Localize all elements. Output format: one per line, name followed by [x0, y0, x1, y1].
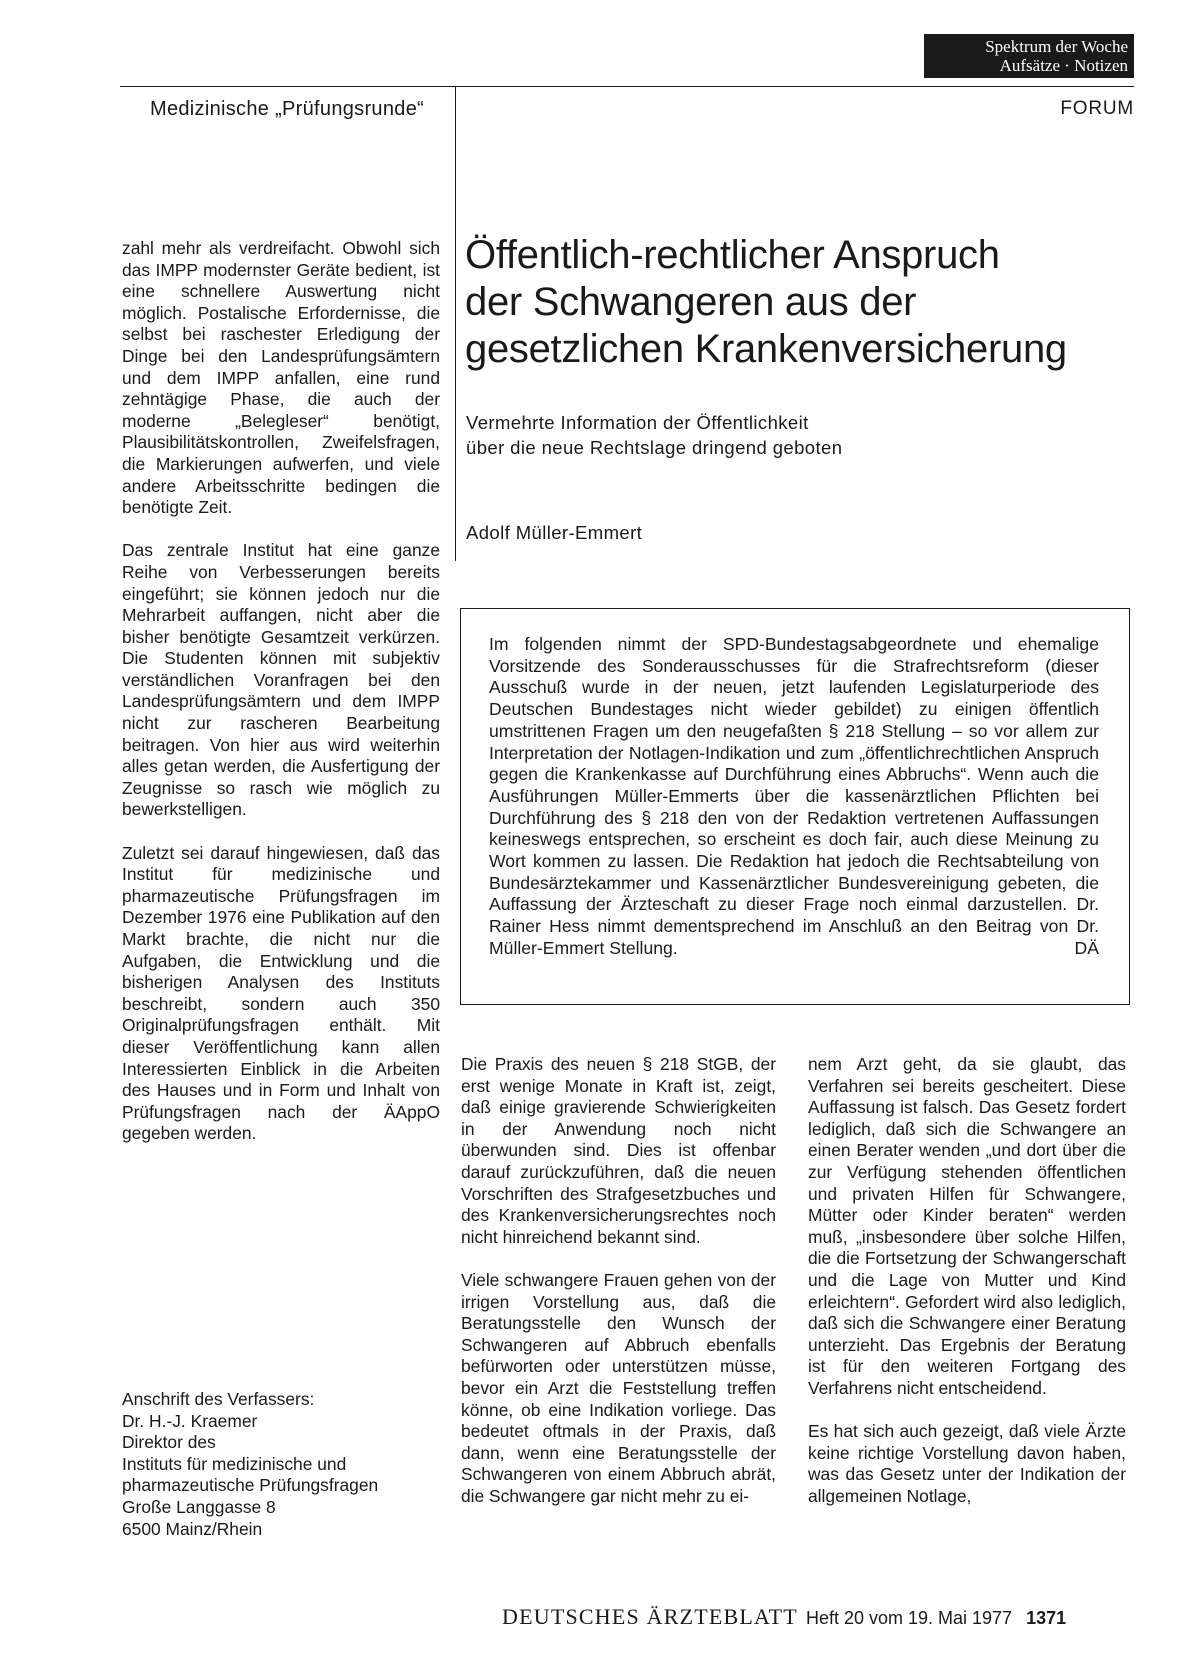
left-paragraph: Das zentrale Institut hat eine ganze Reihe von Verbesserungen bereits eingeführt; sie können jedoch nur die Mehrarbeit auffangen, nicht aber die bisher benötigte Gesamtzeit verkürzen. Die Studenten können mit subjektiv verständlichen Voranfragen bei den Landesprüfungsämtern und dem IMPP nicht zur rascheren Bearbeitung beitragen. Von hier aus wird weiterhin alles getan werden, die Ausfertigung der Zeugnisse so rasch wie möglich zu bewerkstelligen. — [122, 540, 440, 820]
title-line: der Schwangeren aus der — [465, 280, 917, 324]
section-badge — [924, 34, 1134, 78]
body-paragraph: Die Praxis des neuen § 218 StGB, der erst wenige Monate in Kraft ist, zeigt, daß einige gravierende Schwierigkeiten in der Anwendung noch nicht überwunden sind. Dies ist offenbar darauf zurückzuführen, daß die neuen Vorschriften des Strafgesetzbuches und des Krankenversicherungsrechtes noch nicht hinreichend bekannt sind. — [461, 1054, 776, 1247]
article-subtitle — [466, 410, 1106, 460]
left-paragraph: zahl mehr als verdreifacht. Obwohl sich das IMPP modernster Geräte bedient, ist eine schnellere Auswertung nicht möglich. Postalische Erfordernisse, die selbst bei raschester Erledigung der Dinge bei den Landesprüfungsämtern und dem IMPP anfallen, eine rund zehntägige Phase, die auch der moderne „Belegleser“ benötigt, Plausibilitätskontrollen, Zweifelsfragen, die Markierungen aufwerfen, und viele andere Arbeitsschritte bedingen die benötigte Zeit. — [122, 238, 440, 518]
running-head-right: FORUM — [1060, 98, 1134, 119]
badge-line-2: Aufsätze · Notizen — [999, 56, 1128, 75]
middle-column — [461, 1054, 776, 1529]
address-line: Anschrift des Verfassers: — [122, 1389, 315, 1409]
address-line: Dr. H.-J. Kraemer — [122, 1410, 258, 1431]
issue-info: Heft 20 vom 19. Mai 1977 — [805, 1608, 1013, 1628]
subtitle-line: Vermehrte Information der Öffentlichkeit — [466, 412, 809, 433]
address-line: 6500 Mainz/Rhein — [122, 1518, 263, 1539]
running-head-left: Medizinische „Prüfungsrunde“ — [150, 98, 425, 120]
address-line: Direktor des — [122, 1432, 216, 1453]
address-line: Große Langgasse 8 — [122, 1496, 276, 1517]
column-divider — [455, 86, 456, 561]
subtitle-line: über die neue Rechtslage dringend geboten — [466, 437, 843, 458]
left-paragraph: Zuletzt sei darauf hingewiesen, daß das Institut für medizinische und pharmazeutische Prüfungsfragen im Dezember 1976 eine Publikation auf den Markt brachte, die nicht nur die Aufgaben, die Entwicklung und die bisherigen Analysen des Instituts beschreibt, sondern auch 350 Originalprüfungsfragen enthält. Mit dieser Veröffentlichung kann allen Interessierten Einblick in die Arbeiten des Hauses und in Form und Inhalt von Prüfungsfragen nach der ÄAppO gegeben werden. — [122, 842, 440, 1144]
journal-name: DEUTSCHES ÄRZTEBLATT — [502, 1604, 798, 1629]
address-line: pharmazeutische Prüfungsfragen — [122, 1475, 379, 1496]
body-paragraph: nem Arzt geht, da sie glaubt, das Verfahren sei bereits gescheitert. Diese Auffassung ist falsch. Das Gesetz fordert lediglich, daß sich die Schwangere an einen Berater wenden „und dort über die zur Verfügung stehenden öffentlichen und privaten Hilfen für Schwangere, Mütter oder Kinder beraten“ werden muß, „insbesondere über solche Hilfen, die die Fortsetzung der Schwangerschaft und die Lage von Mutter und Kind erleichtern“. Gefordert wird also lediglich, daß sich die Schwangere einer Beratung unterzieht. Das Ergebnis der Beratung ist für den weiteren Fortgang des Verfahrens nicht entscheidend. — [808, 1054, 1126, 1398]
title-line: Öffentlich-rechtlicher Anspruch — [465, 233, 1000, 277]
intro-text: Im folgenden nimmt der SPD-Bundestagsabgeordnete und ehemalige Vorsitzende des Sonderausschusses für die Strafrechtsreform (dieser Ausschuß wurde in der neuen, jetzt laufenden Legislaturperiode des Deutschen Bundestages nicht wieder gebildet) zu einigen öffentlich umstrittenen Fragen um den neugefaßten § 218 Stellung – so vor allem zur Interpretation der Notlagen-Indikation und zum „öffentlichrechtlichen Anspruch gegen die Krankenkasse auf Durchführung eines Abbruchs“. Wenn auch die Ausführungen Müller-Emmerts über die kassenärztlichen Pflichten bei Durchführung des § 218 den von der Redaktion vertretenen Auffassungen keineswegs entsprechen, so erscheint es doch fair, auch diese Meinung zu Wort kommen zu lassen. Die Redaktion hat jedoch die Rechtsabteilung von Bundesärztekammer und Kassenärztlicher Bundesvereinigung gebeten, die Auffassung der Ärzteschaft zu dieser Frage noch einmal darzustellen. Dr. Rainer Hess nimmt dementsprechend im Anschluß an den Beitrag von Dr. Müller-Emmert Stellung. — [489, 634, 1099, 958]
body-paragraph: Viele schwangere Frauen gehen von der irrigen Vorstellung aus, daß die Beratungsstelle den Wunsch der Schwangeren auf Abbruch ebenfalls befürworten oder unterstützen müsse, bevor ein Arzt die Feststellung treffen könne, ob eine Indikation vorliege. Das bedeutet oftmals in der Praxis, daß dann, wenn eine Beratungsstelle der Schwangeren von einem Abbruch abrät, die Schwangere gar nicht mehr zu ei- — [461, 1269, 776, 1506]
right-column — [808, 1054, 1126, 1529]
author-address — [122, 1389, 452, 1540]
address-line: Instituts für medizinische und — [122, 1453, 347, 1474]
editorial-intro-box — [460, 608, 1130, 1005]
title-line: gesetzlichen Krankenversicherung — [465, 327, 1067, 371]
article-title — [465, 232, 1125, 373]
header-rule — [120, 86, 1134, 87]
body-paragraph: Es hat sich auch gezeigt, daß viele Ärzte keine richtige Vorstellung davon haben, was das Gesetz unter der Indikation der allgemeinen Notlage, — [808, 1421, 1126, 1506]
badge-line-1: Spektrum der Woche — [985, 37, 1128, 56]
intro-signature: DÄ — [1074, 937, 1099, 958]
article-author: Adolf Müller-Emmert — [466, 522, 643, 543]
editorial-intro — [489, 634, 1099, 960]
page-number: 1371 — [1026, 1608, 1067, 1628]
left-column — [122, 238, 440, 1167]
page-footer — [502, 1604, 1066, 1630]
